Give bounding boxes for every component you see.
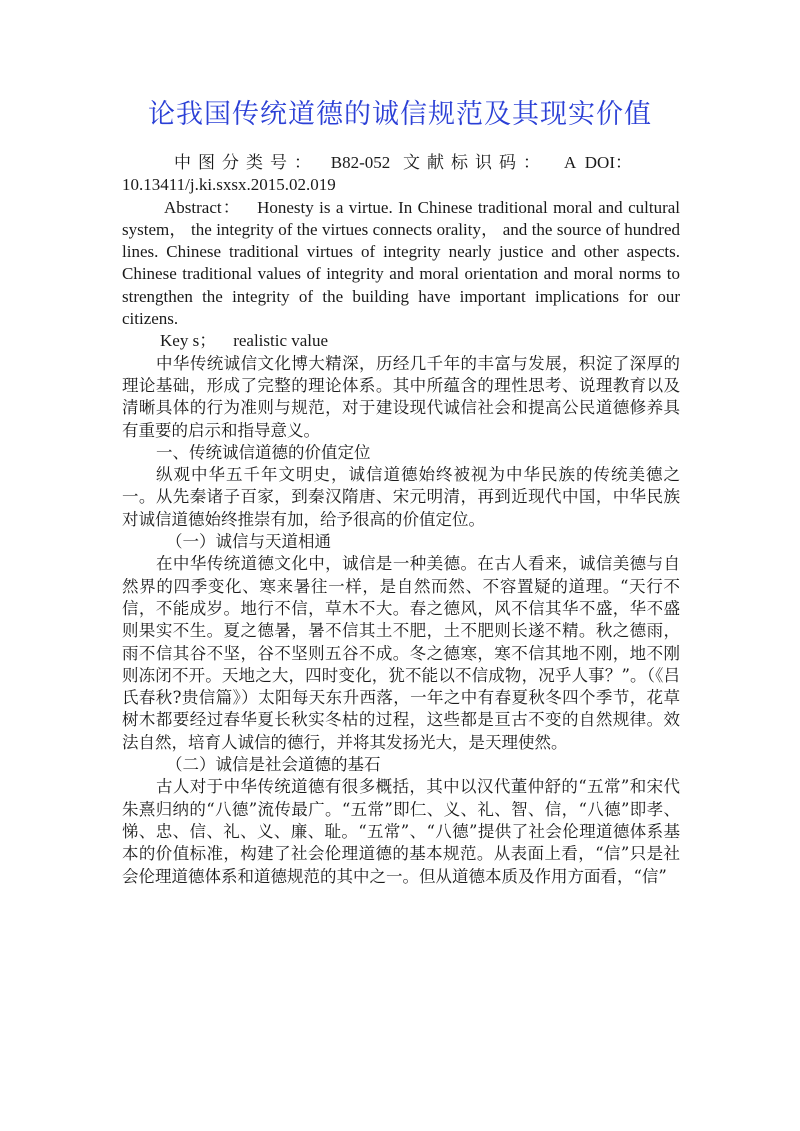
clc-label: 中图分类号：	[174, 153, 318, 172]
intro-paragraph: 中华传统诚信文化博大精深，历经几千年的丰富与发展，积淀了深厚的理论基础，形成了完整的理论体系。其中所蕴含的理性思考、说理教育以及清晰具体的行为准则与规范，对于建设现代诚信社会和提高公民道德修养具有重要的启示和指导意义。	[122, 353, 680, 440]
section-1-paragraph: 纵观中华五千年文明史，诚信道德始终被视为中华民族的传统美德之一。从先秦诸子百家，到秦汉隋唐、宋元明清，再到近现代中国，中华民族对诚信道德始终推崇有加，给予很高的价值定位。	[122, 465, 680, 529]
keywords-label: Key s；	[160, 331, 217, 351]
keywords-text: realistic value	[233, 331, 329, 351]
doi-value: 10.13411/j.ki.sxsx.2015.02.019	[122, 175, 336, 195]
abstract-text: Honesty is a virtue. In Chinese traditional moral and cultural system， the integrity of the virtues connects orality， and the source of hundred lines. Chinese traditional virtues of integrity nearly justice and other aspects. Chinese traditional values of integrity and moral orientation and moral norms to strengthen the integrity of the building have important implications for our citizens.	[122, 197, 680, 329]
abstract	[122, 197, 680, 331]
subsection-heading-1: （一）诚信与天道相通	[166, 532, 331, 552]
section-heading-1: 一、传统诚信道德的价值定位	[156, 442, 371, 462]
doc-code-value: A	[564, 153, 577, 172]
classification-meta	[122, 152, 680, 174]
article-body	[122, 152, 680, 888]
page-title: 论我国传统道德的诚信规范及其现实价值	[148, 99, 652, 130]
keywords	[122, 330, 680, 352]
subsection-heading-2: （二）诚信是社会道德的基石	[166, 755, 381, 775]
subsection-1-paragraph: 在中华传统道德文化中，诚信是一种美德。在古人看来，诚信美德与自然界的四季变化、寒来暑往一样，是自然而然、不容置疑的道理。“天行不信，不能成岁。地行不信，草木不大。春之德风，风不信其华不盛，华不盛则果实不生。夏之德暑，暑不信其土不肥，土不肥则长遂不精。秋之德雨，雨不信其谷不坚，谷不坚则五谷不成。冬之德寒，寒不信其地不刚，地不刚则冻闭不开。天地之大，四时变化，犹不能以不信成物，况乎人事？”。（《吕氏春秋?贵信篇》）太阳每天东升西落，一年之中有春夏秋冬四个季节，花草树木都要经过春华夏长秋实冬枯的过程，这些都是亘古不变的自然规律。效法自然，培育人诚信的德行，并将其发扬光大，是天理使然。	[122, 554, 680, 752]
doi-label: DOI：	[584, 153, 632, 172]
clc-value: B82-052	[330, 153, 391, 172]
doc-code-label: 文献标识码：	[403, 153, 547, 172]
subsection-2-paragraph: 古人对于中华传统道德有很多概括，其中以汉代董仲舒的“五常”和宋代朱熹归纳的“八德”流传最广。“五常”即仁、义、礼、智、信，“八德”即孝、悌、忠、信、礼、义、廉、耻。“五常”、“八德”提供了社会伦理道德体系基本的价值标准，构建了社会伦理道德的基本规范。从表面上看，“信”只是社会伦理道德体系和道德规范的其中之一。但从道德本质及作用方面看，“信”	[122, 777, 680, 886]
abstract-label: Abstract：	[164, 197, 241, 217]
